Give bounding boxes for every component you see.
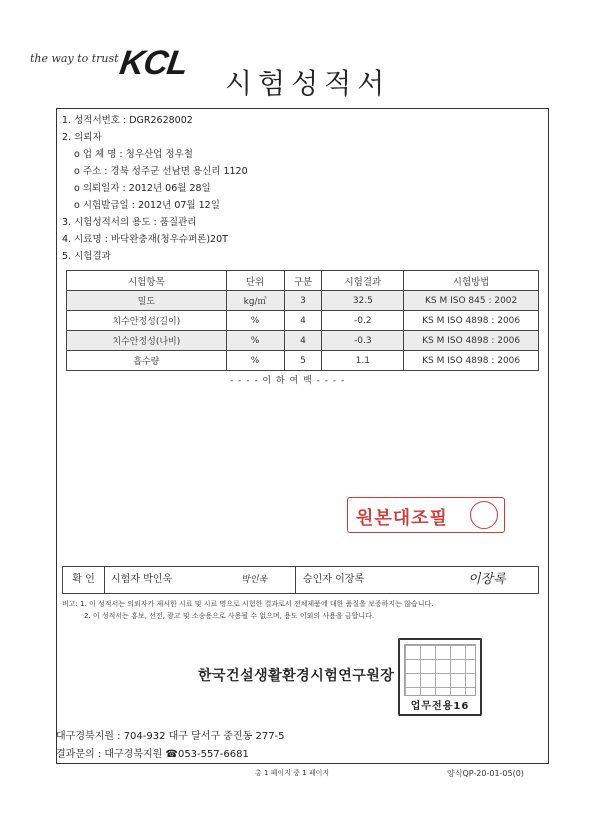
issue-date: o 시험발급일 : 2012년 07월 12일 [74, 200, 220, 211]
tester-name: 시험자 박인욱 [111, 574, 173, 585]
branch-address: 대구경북지원 : 704-932 대구 달서구 중진동 277-5 [56, 731, 285, 742]
report-purpose: 3. 시험성적서의 용도 : 품질관리 [62, 217, 197, 228]
cell-result: -0.3 [322, 331, 404, 351]
cell-item: 밀도 [67, 291, 227, 311]
header-category: 구분 [284, 271, 322, 291]
confirm-divider [295, 567, 296, 593]
cell-method: KS M ISO 4898 : 2006 [404, 351, 539, 371]
original-verified-stamp [347, 497, 505, 533]
approver-signature: 이장록 [468, 572, 506, 587]
cell-method: KS M ISO 845 : 2002 [404, 291, 539, 311]
tagline: the way to trust [30, 52, 119, 65]
cell-unit: kg/㎥ [226, 291, 284, 311]
confirmation-row [62, 566, 539, 594]
seal-code: 업무전용16 [410, 701, 470, 712]
cell-item: 흡수량 [67, 351, 227, 371]
cell-category: 3 [284, 291, 322, 311]
official-seal [398, 638, 482, 716]
remarks [62, 598, 433, 622]
approver-name: 승인자 이장록 [303, 574, 365, 585]
remark-line-2: 2. 이 성적서는 홍보, 선전, 광고 및 소송용으로 사용될 수 없으며, 용도 이외의 사용을 금합니다. [84, 612, 375, 620]
client-company: o 업 체 명 : 청우산업 정우철 [74, 149, 193, 160]
page-number: 총 1 페이지 중 1 페이지 [255, 769, 330, 777]
cell-item: 치수안정성(길이) [67, 311, 227, 331]
results-table [66, 270, 539, 371]
header-unit: 단위 [226, 271, 284, 291]
cell-item: 치수안정성(나비) [67, 331, 227, 351]
request-date: o 의뢰일자 : 2012년 06월 28일 [74, 183, 211, 194]
stamp-text: 원본대조필 [356, 508, 448, 529]
cell-category: 4 [284, 311, 322, 331]
header-result: 시험결과 [322, 271, 404, 291]
cell-result: 32.5 [322, 291, 404, 311]
institute-name: 한국건설생활환경시험연구원장 [198, 668, 395, 684]
client-heading: 2. 의뢰자 [62, 132, 102, 143]
kcl-logo: KCL [117, 44, 190, 82]
confirm-label: 확 인 [63, 567, 105, 593]
seal-grid-icon [404, 644, 476, 696]
table-row [67, 291, 539, 311]
seal-icon [470, 501, 498, 529]
header-test-item: 시험항목 [67, 271, 227, 291]
cell-category: 5 [284, 351, 322, 371]
cell-unit: % [226, 311, 284, 331]
cell-category: 4 [284, 331, 322, 351]
report-number: 1. 성적서번호 : DGR2628002 [62, 115, 193, 126]
sample-name: 4. 시료명 : 바닥완충재(청우슈퍼론)20T [62, 234, 228, 245]
document-title: 시험성적서 [225, 67, 391, 100]
form-code: 양식QP-20-01-05(0) [447, 769, 524, 778]
table-row [67, 351, 539, 371]
header-method: 시험방법 [404, 271, 539, 291]
remark-line-1: 비고: 1. 이 성적서는 의뢰자가 제시한 시료 및 시료 명으로 시험한 결과로서 전체제품에 대한 품질을 보증하지는 않습니다. [62, 600, 434, 608]
contact-info: 결과문의 : 대구경북지원 ☎053-557-6681 [56, 749, 249, 760]
tester-signature: 박인욱 [241, 575, 268, 585]
cell-unit: % [226, 351, 284, 371]
cell-method: KS M ISO 4898 : 2006 [404, 311, 539, 331]
cell-unit: % [226, 331, 284, 351]
report-info [62, 112, 248, 265]
table-row [67, 311, 539, 331]
client-address: o 주소 : 경북 성주군 선남면 용신리 1120 [74, 166, 248, 177]
end-of-results-mark: - - - - 이 하 여 백 - - - - [230, 376, 346, 386]
table-header-row [67, 271, 539, 291]
table-row [67, 331, 539, 351]
cell-result: -0.2 [322, 311, 404, 331]
results-heading: 5. 시험결과 [62, 251, 111, 262]
cell-result: 1.1 [322, 351, 404, 371]
cell-method: KS M ISO 4898 : 2006 [404, 331, 539, 351]
